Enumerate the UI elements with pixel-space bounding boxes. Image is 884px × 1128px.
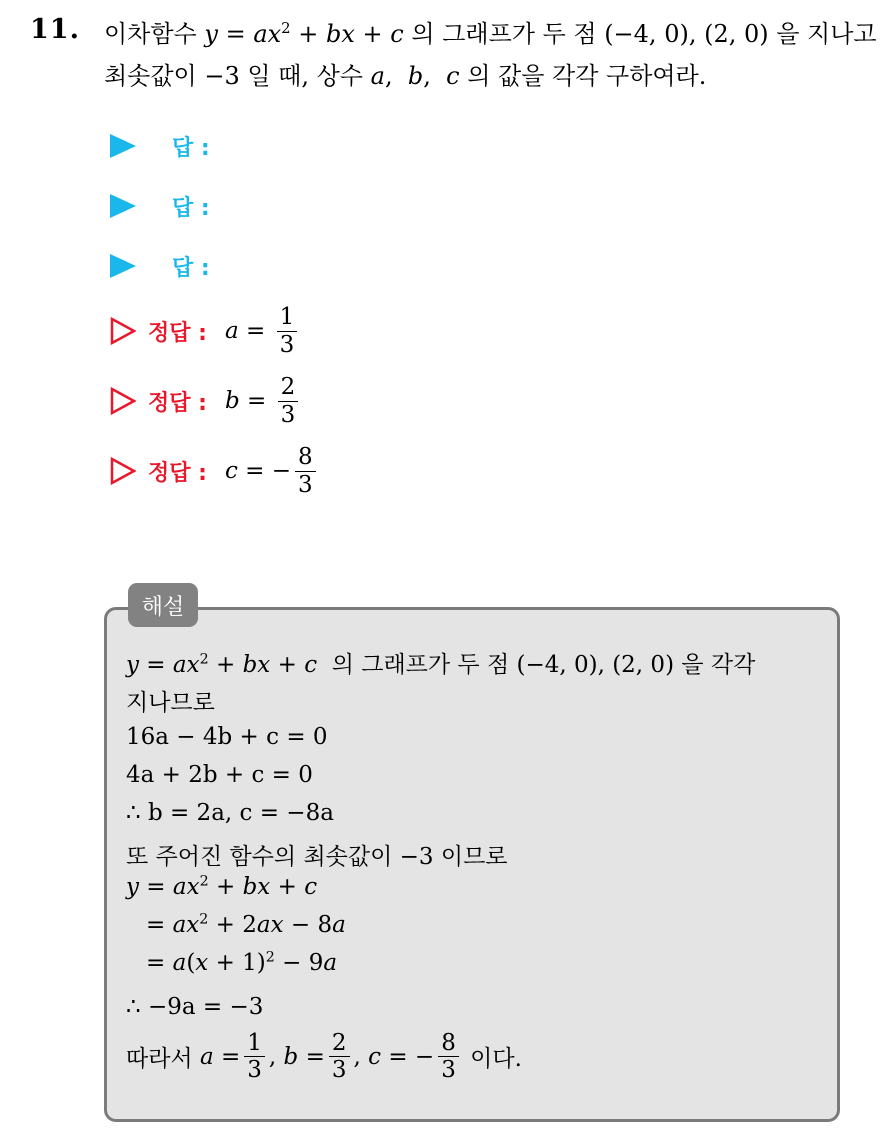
play-icon xyxy=(110,194,136,218)
solution-equation: c = − $\frac{8}{3}$ xyxy=(225,444,320,498)
explanation-line-2: 지나므로 xyxy=(126,690,215,716)
play-icon xyxy=(110,134,136,158)
fraction-denominator: 3 xyxy=(244,1056,265,1083)
fraction-denominator: 3 xyxy=(438,1056,459,1083)
fraction xyxy=(277,304,298,358)
explanation-line-8: = $ax^2 + 2ax - 8a$ xyxy=(146,911,346,938)
answer-label: 답 : xyxy=(172,135,210,161)
question-text: 의 그래프가 두 점 (−4, 0), (2, 0) 을 지나고 xyxy=(411,20,877,48)
fraction xyxy=(244,1030,265,1084)
solution-row xyxy=(110,366,302,436)
play-icon xyxy=(110,254,136,278)
solution-label: 정답 : xyxy=(148,320,207,346)
fraction-denominator: 3 xyxy=(278,401,299,428)
solution-label: 정답 : xyxy=(148,390,207,416)
solution-equation: a = $\frac{1}{3}$ xyxy=(225,304,301,358)
outline-triangle-icon xyxy=(110,387,136,415)
explanation-line-11: 따라서 a = $\frac{1}{3}$ , b = $\frac{2}{3}$ , c = − $\frac{8}{3}$ 이다. xyxy=(126,1030,522,1084)
outline-triangle-icon xyxy=(110,457,136,485)
question-intro: 이차함수 xyxy=(104,20,197,48)
solution-sign: − xyxy=(271,458,292,484)
solution-variable: a xyxy=(224,318,239,344)
solution-label: 정답 : xyxy=(148,460,207,486)
question-line-2 xyxy=(104,56,706,91)
answer-row[interactable] xyxy=(110,246,210,286)
explanation-text: 따라서 xyxy=(126,1046,193,1073)
explanation-tab: 해설 xyxy=(128,583,198,627)
question-line-1 xyxy=(104,14,877,49)
explanation-line-7: $y = ax^2$ + bx + c xyxy=(126,873,318,900)
fraction-numerator: 2 xyxy=(280,374,296,401)
answer-label: 답 : xyxy=(172,255,210,281)
outline-triangle-icon xyxy=(110,317,136,345)
explanation-text: 의 그래프가 두 점 (−4, 0), (2, 0) 을 각각 xyxy=(331,652,756,678)
fraction xyxy=(295,444,316,498)
fraction-numerator: 1 xyxy=(279,304,295,331)
fraction xyxy=(278,374,299,428)
question-text: 최솟값이 −3 일 때, 상수 xyxy=(104,62,363,90)
explanation-line-1 xyxy=(126,646,755,679)
answer-row[interactable] xyxy=(110,186,210,226)
question-text: 의 값을 각각 구하여라. xyxy=(467,62,707,90)
quadratic-expression: $y = ax^2$ + bx + c xyxy=(126,651,318,678)
fraction xyxy=(438,1030,459,1084)
fraction-denominator: 3 xyxy=(295,471,316,498)
constants-list: a, b, c xyxy=(370,62,460,90)
explanation-text: 이다. xyxy=(470,1046,522,1073)
explanation-line-9: = $a(x + 1)^2 - 9a$ xyxy=(146,949,338,976)
explanation-line-6: 또 주어진 함수의 최솟값이 −3 이므로 xyxy=(126,844,508,870)
explanation-line-3: 16a − 4b + c = 0 xyxy=(126,724,328,750)
fraction-denominator: 3 xyxy=(329,1056,350,1083)
solution-equation: b = $\frac{2}{3}$ xyxy=(225,374,302,428)
answer-row[interactable] xyxy=(110,126,210,166)
explanation-line-10: ∴ −9a = −3 xyxy=(126,994,264,1020)
fraction-numerator: 1 xyxy=(247,1030,262,1056)
quadratic-expression: $y = ax^2$ + bx + c xyxy=(204,19,404,48)
fraction xyxy=(329,1030,350,1084)
solution-row xyxy=(110,436,320,506)
fraction-numerator: 8 xyxy=(441,1030,456,1056)
fraction-numerator: 8 xyxy=(298,444,313,471)
fraction-denominator: 3 xyxy=(277,331,298,358)
answer-label: 답 : xyxy=(172,195,210,221)
explanation-line-5: ∴ b = 2a, c = −8a xyxy=(126,800,334,826)
solution-variable: b xyxy=(224,388,240,414)
explanation-line-4: 4a + 2b + c = 0 xyxy=(126,762,313,788)
fraction-numerator: 2 xyxy=(331,1030,347,1056)
question-number: 11. xyxy=(30,14,80,45)
solution-variable: c xyxy=(224,458,238,484)
solution-row xyxy=(110,296,301,366)
